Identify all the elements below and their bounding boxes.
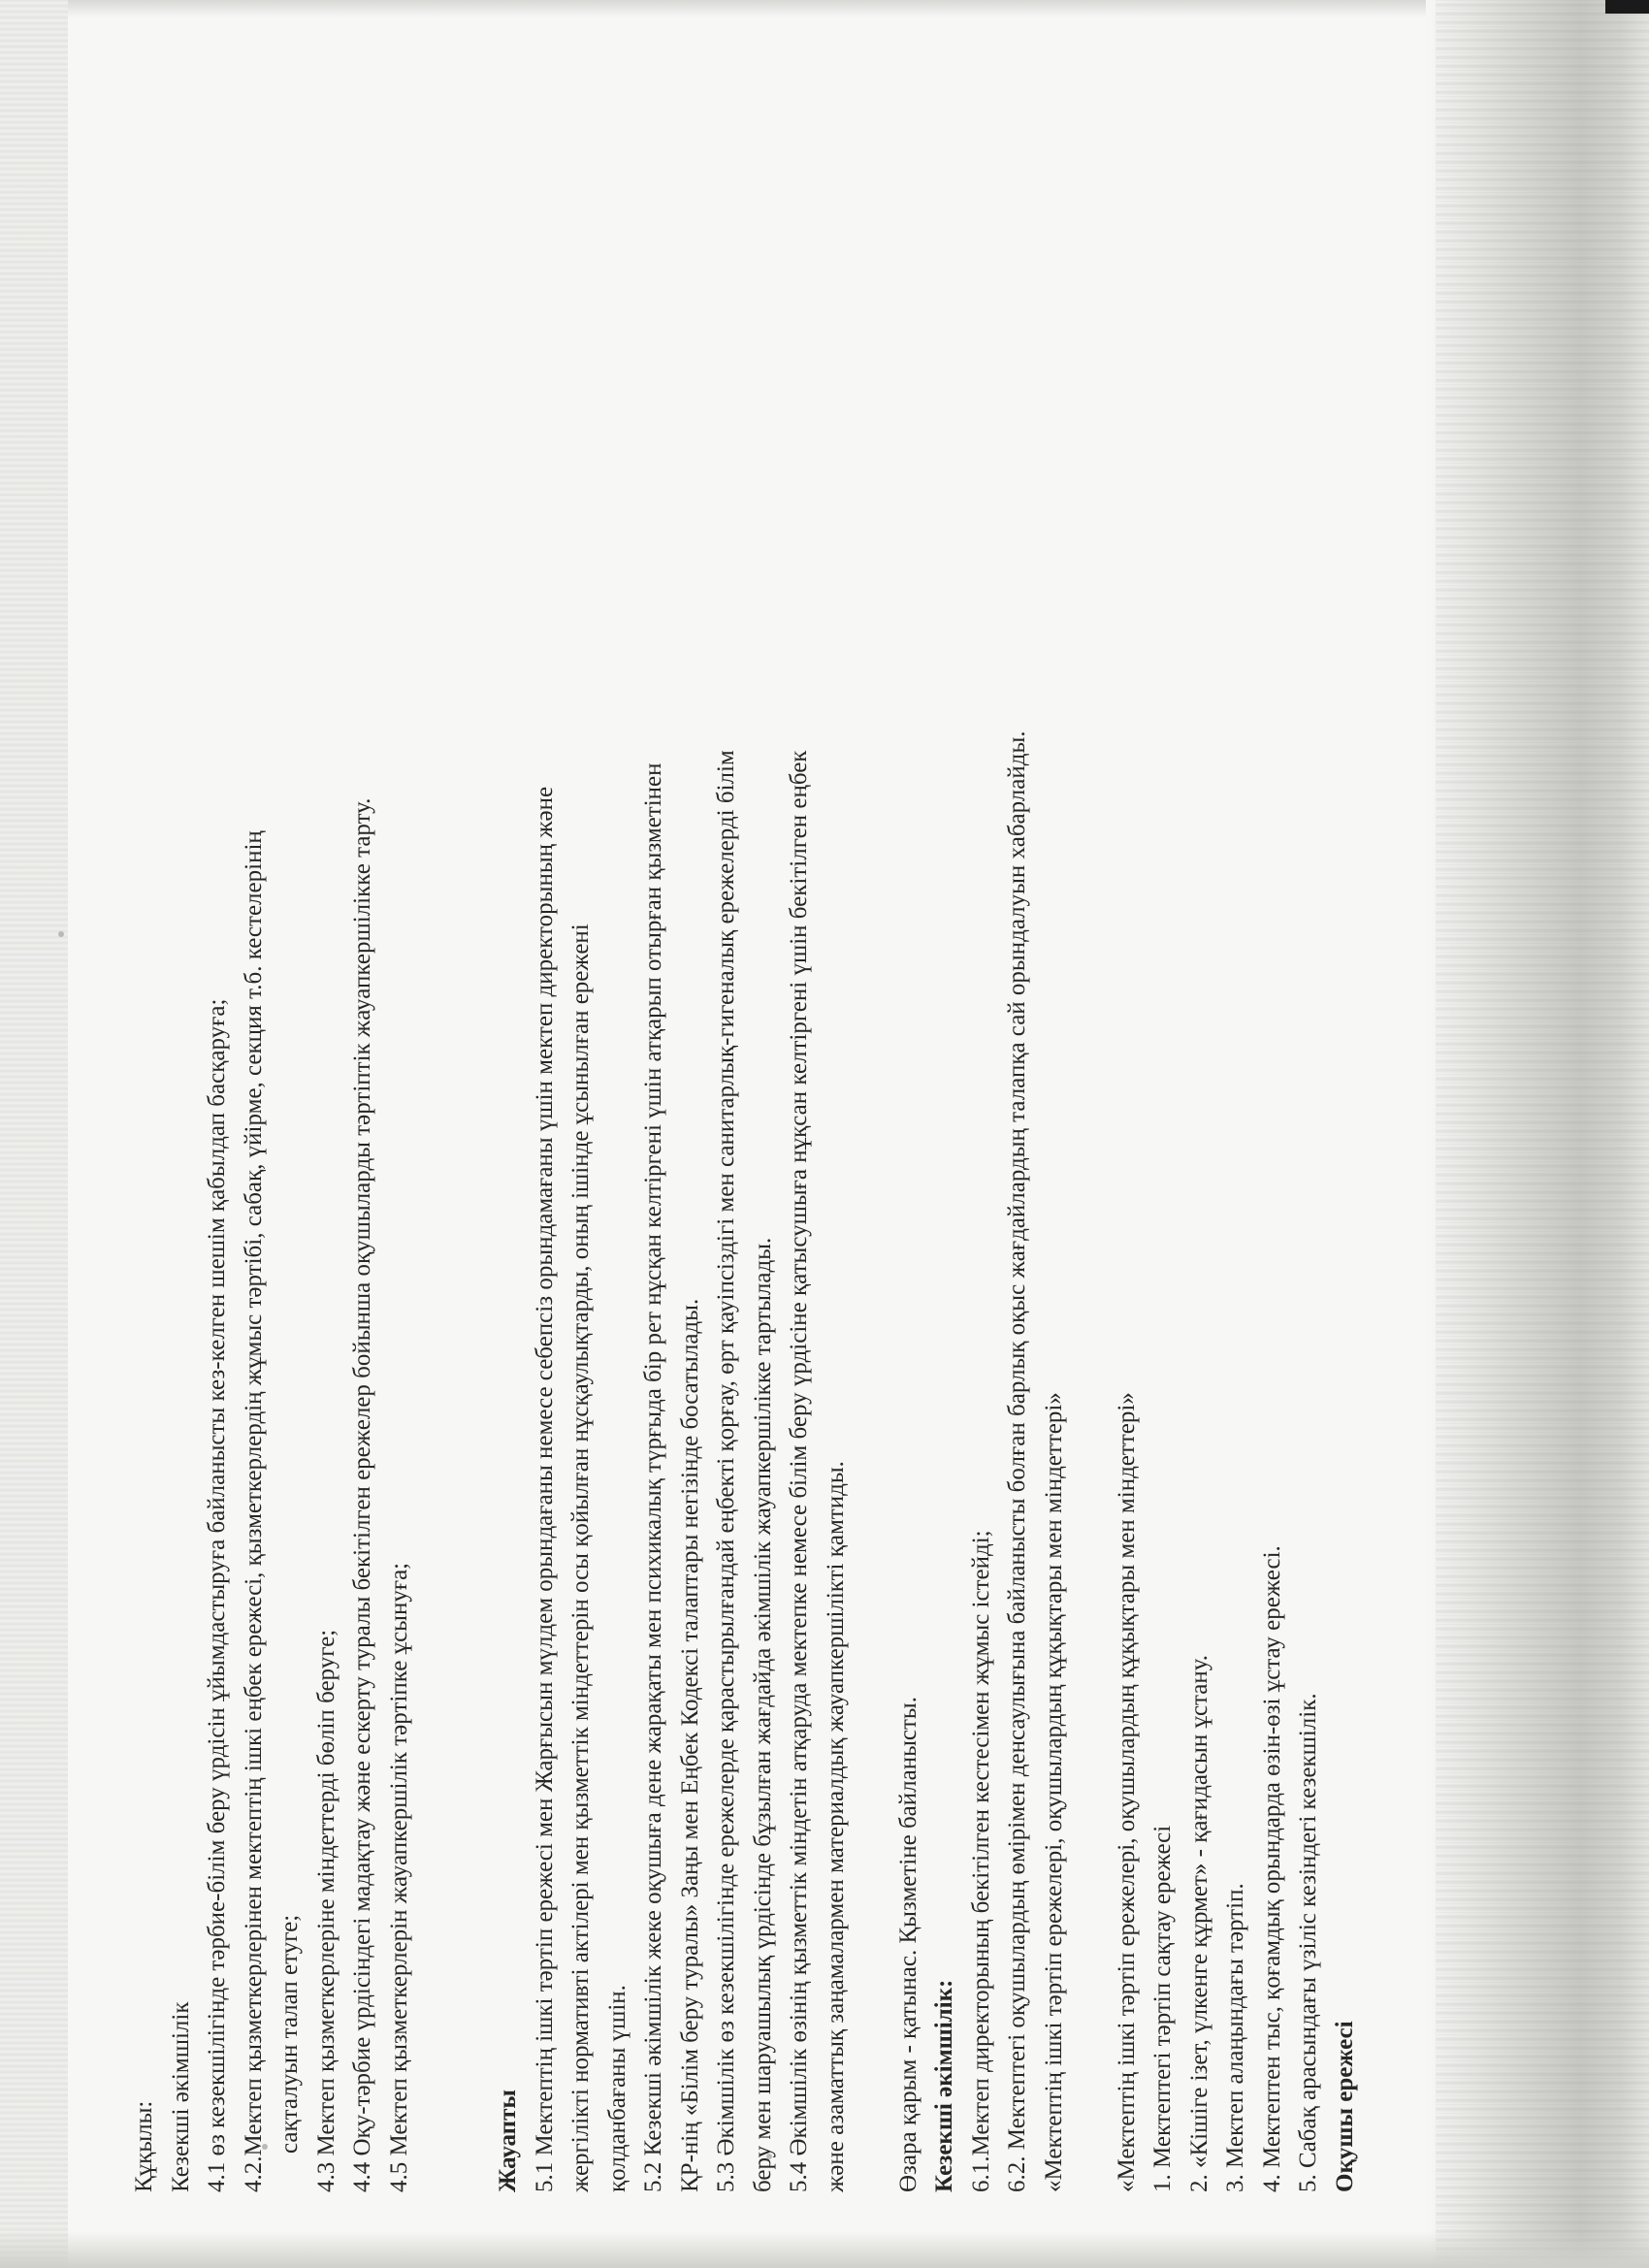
- scan-edge-top: [68, 0, 1426, 17]
- responsibility-item: және азаматтық заңамалармен материалдық жауапкершілікті қамтиды.: [822, 1461, 849, 2192]
- relations-heading: Кезекші әкімшілік:: [931, 1979, 957, 2192]
- spacer: [1072, 58, 1109, 2192]
- relations-item: 6.2. Мектептегі оқушылардың өмірімен денсаулығына байланысты болған барлық оқыс жағдайлардың талапқа сай орындалуын хабарлайды.: [1004, 730, 1030, 2192]
- rules-item: 4. Мектептен тыс, қоғамдық орындарда өзін-өзі ұстау ережесі.: [1258, 1545, 1285, 2192]
- responsibility-item: 5.2 Кезекші әкімшілік жеке оқушыға дене жарақаты мен психикалық түрғыда бір рет нұсқан келтіргені үшін атқарып отырған қызметінен: [640, 762, 666, 2192]
- rules-item: 1. Мектептегі тәртіп сақтау ережесі: [1149, 1825, 1176, 2192]
- rules-item: 3. Мектеп алаңындағы тәртіп.: [1222, 1883, 1248, 2192]
- responsibility-item: жергілікті нормативті актілері мен қызметтік міндеттерін осы қойылған нұсқаулықтарды, оның ішінде ұсынылған ережені: [567, 923, 594, 2192]
- responsibility-item: ҚР-нің «Білім беру туралы» Заңы мен Еңбек Кодексі талаптары негізінде босатылады.: [676, 1298, 703, 2192]
- scan-speck: [58, 931, 64, 937]
- scan-edge-streaks: [1436, 0, 1649, 2268]
- rights-item: 4.2.Мектеп қызметкерлерінен мектептің ішкі еңбек ережесі, қызметкерлердің жұмыс тәртібі, сабақ, үйірме, секция т.б. кестелерінің: [240, 830, 267, 2192]
- student-rules-heading: Оқушы ережесі: [1331, 2021, 1358, 2192]
- responsibility-item: 5.3 Әкімшілік өз кезекшілігінде ережелерде қарастырылғандай еңбекті қорғау, өрт қауіпсіздігі мен санитарлық-гигеналық ережелерді білім: [713, 750, 739, 2192]
- rights-item: 4.1 өз кезекшілігінде тәрбие-білім беру үрдісін ұйымдастыруға байланысты кез-келген шешім қабылдап басқаруға;: [204, 998, 230, 2192]
- responsibility-item: 5.1 Мектептің ішкі тәртіп ережесі мен Жарғысын мүлдем орындағаны немесе себепсіз орындамағаны үшін мектеп директорының және: [531, 786, 558, 2192]
- spacer: [854, 58, 890, 2192]
- scan-edge-left: [0, 0, 68, 2268]
- relations-item: «Мектептің ішкі тәртіп ережелері, оқушылардың құқықтары мен міндеттері»: [1040, 1392, 1067, 2192]
- document-body: [126, 58, 1426, 2192]
- rules-item: 2. «Кішіге ізет, үлкенге құрмет» - қағидасын ұстану.: [1185, 1655, 1212, 2192]
- rights-item: 4.4 Оқу-тәрбие үрдісіндегі мадақтау және ескерту туралы бекітілген ережелер бойынша оқушыларды тәртіптік жауапкершілікке тарту.: [349, 797, 375, 2192]
- rules-title: «Мектептің ішкі тәртіп ережелері, оқушылардың құқықтары мен міндеттері»: [1113, 1392, 1140, 2192]
- rights-heading: Құқылы:: [131, 2100, 157, 2192]
- scan-edge-bottom: [0, 2231, 1649, 2268]
- responsibility-heading: Жауапты: [495, 2090, 521, 2192]
- rights-item: сақталуын талап етуге;: [276, 1914, 303, 2154]
- spacer: [417, 58, 454, 2192]
- relations-item: 6.1.Мектеп директорының бекітілген кестесімен жұмыс істейді;: [967, 1530, 994, 2192]
- responsibility-item: қолданбағаны үшін.: [603, 1985, 630, 2192]
- rights-subject: Кезекші әкімшілік: [167, 2001, 194, 2192]
- corner-mark: [1605, 0, 1649, 14]
- rights-item: 4.5 Мектеп қызметкерлерін жауапкершілік тәртіпке ұсынуға;: [385, 1562, 412, 2192]
- relations-line: Өзара қарым - қатынас. Қызметіне байланысты.: [894, 1697, 922, 2192]
- responsibility-item: 5.4 Әкімшілік өзінің қызметтік міндетін атқаруда мектепке немесе білім беру үрдісіне қатысушыға нұқсан келтіргені үшін бекітілген еңбек: [786, 750, 812, 2192]
- spacer: [454, 58, 491, 2192]
- rights-item: 4.3 Мектеп қызметкерлеріне міндеттерді бөліп беруге;: [312, 1629, 340, 2192]
- responsibility-item: беру мен шаруашылық үрдісінде бұзылған жағдайда әкімшілік жауапкершілікке тартылады.: [749, 1237, 776, 2192]
- rules-item: 5. Сабақ арасындағы үзіліс кезіндегі кезекшілік.: [1295, 1693, 1321, 2192]
